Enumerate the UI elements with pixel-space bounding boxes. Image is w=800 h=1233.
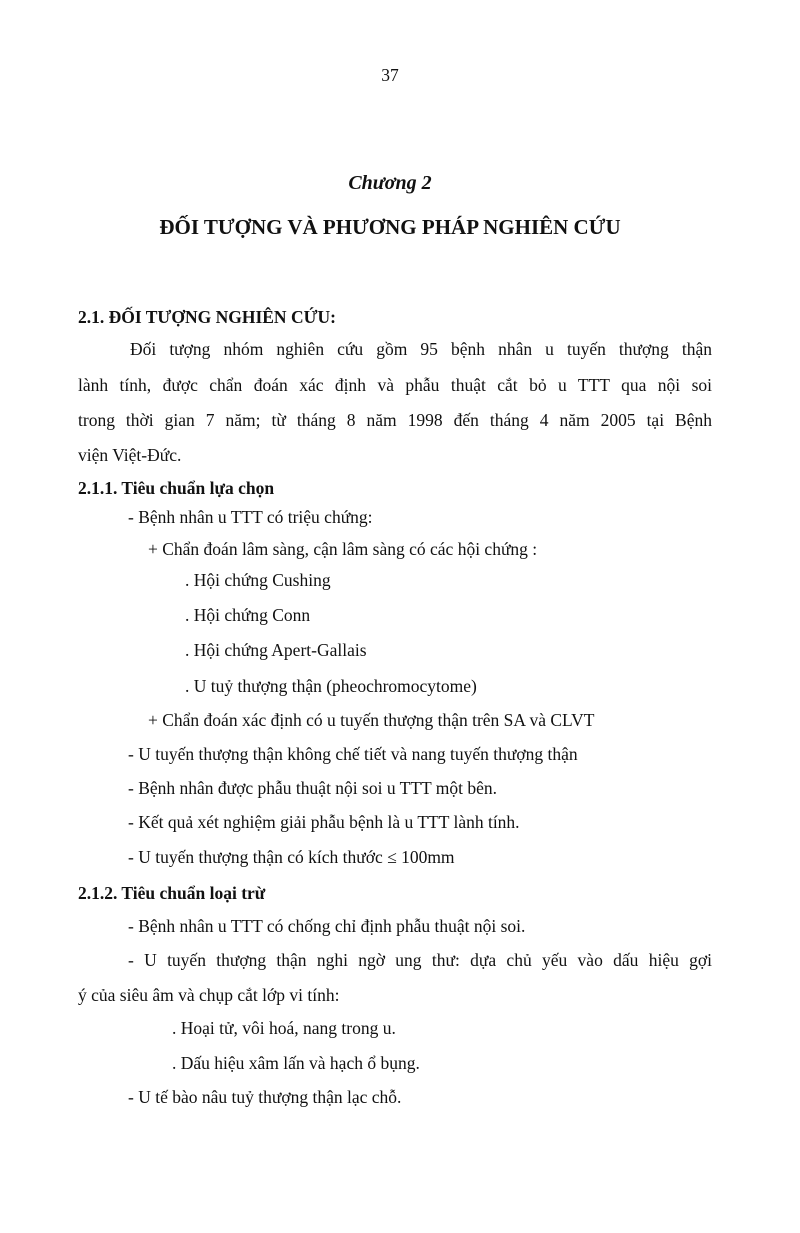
criteria-line: - Bệnh nhân được phẫu thuật nội soi u TTT một bên. bbox=[128, 778, 498, 798]
criteria-line: . Hội chứng Apert-Gallais bbox=[185, 640, 367, 660]
chapter-title: ĐỐI TƯỢNG VÀ PHƯƠNG PHÁP NGHIÊN CỨU bbox=[159, 215, 621, 239]
criteria-line: . U tuỷ thượng thận (pheochromocytome) bbox=[185, 676, 477, 696]
chapter-label: Chương 2 bbox=[348, 172, 432, 194]
exclusion-line: . Dấu hiệu xâm lấn và hạch ổ bụng. bbox=[172, 1053, 420, 1073]
paragraph-line: viện Việt-Đức. bbox=[78, 445, 182, 465]
paragraph-line: Đối tượng nhóm nghiên cứu gồm 95 bệnh nhân u tuyến thượng thận bbox=[130, 339, 712, 359]
section-heading-2-1-2: 2.1.2. Tiêu chuẩn loại trừ bbox=[78, 883, 266, 903]
section-heading-2-1: 2.1. ĐỐI TƯỢNG NGHIÊN CỨU: bbox=[78, 307, 336, 327]
exclusion-line: - Bệnh nhân u TTT có chống chỉ định phẫu thuật nội soi. bbox=[128, 916, 526, 936]
paragraph-line: lành tính, được chẩn đoán xác định và phẫu thuật cắt bỏ u TTT qua nội soi bbox=[78, 375, 712, 395]
criteria-line: + Chẩn đoán lâm sàng, cận lâm sàng có các hội chứng : bbox=[148, 539, 538, 559]
exclusion-line: - U tế bào nâu tuỷ thượng thận lạc chỗ. bbox=[128, 1087, 402, 1107]
exclusion-line: . Hoại tử, vôi hoá, nang trong u. bbox=[172, 1018, 396, 1038]
exclusion-line: - U tuyến thượng thận nghi ngờ ung thư: dựa chủ yếu vào dấu hiệu gợi bbox=[128, 950, 712, 970]
section-heading-2-1-1: 2.1.1. Tiêu chuẩn lựa chọn bbox=[78, 478, 275, 498]
criteria-line: - U tuyến thượng thận có kích thước ≤ 100mm bbox=[128, 847, 455, 867]
criteria-line: - U tuyến thượng thận không chế tiết và nang tuyến thượng thận bbox=[128, 744, 578, 764]
criteria-line: . Hội chứng Conn bbox=[185, 605, 311, 625]
criteria-line: - Bệnh nhân u TTT có triệu chứng: bbox=[128, 507, 373, 527]
page-number: 37 bbox=[381, 65, 399, 85]
exclusion-line: ý của siêu âm và chụp cắt lớp vi tính: bbox=[78, 985, 340, 1005]
paragraph-line: trong thời gian 7 năm; từ tháng 8 năm 1998 đến tháng 4 năm 2005 tại Bệnh bbox=[78, 410, 712, 430]
criteria-line: + Chẩn đoán xác định có u tuyến thượng thận trên SA và CLVT bbox=[148, 710, 595, 730]
criteria-line: . Hội chứng Cushing bbox=[185, 570, 331, 590]
criteria-line: - Kết quả xét nghiệm giải phẫu bệnh là u TTT lành tính. bbox=[128, 812, 520, 832]
